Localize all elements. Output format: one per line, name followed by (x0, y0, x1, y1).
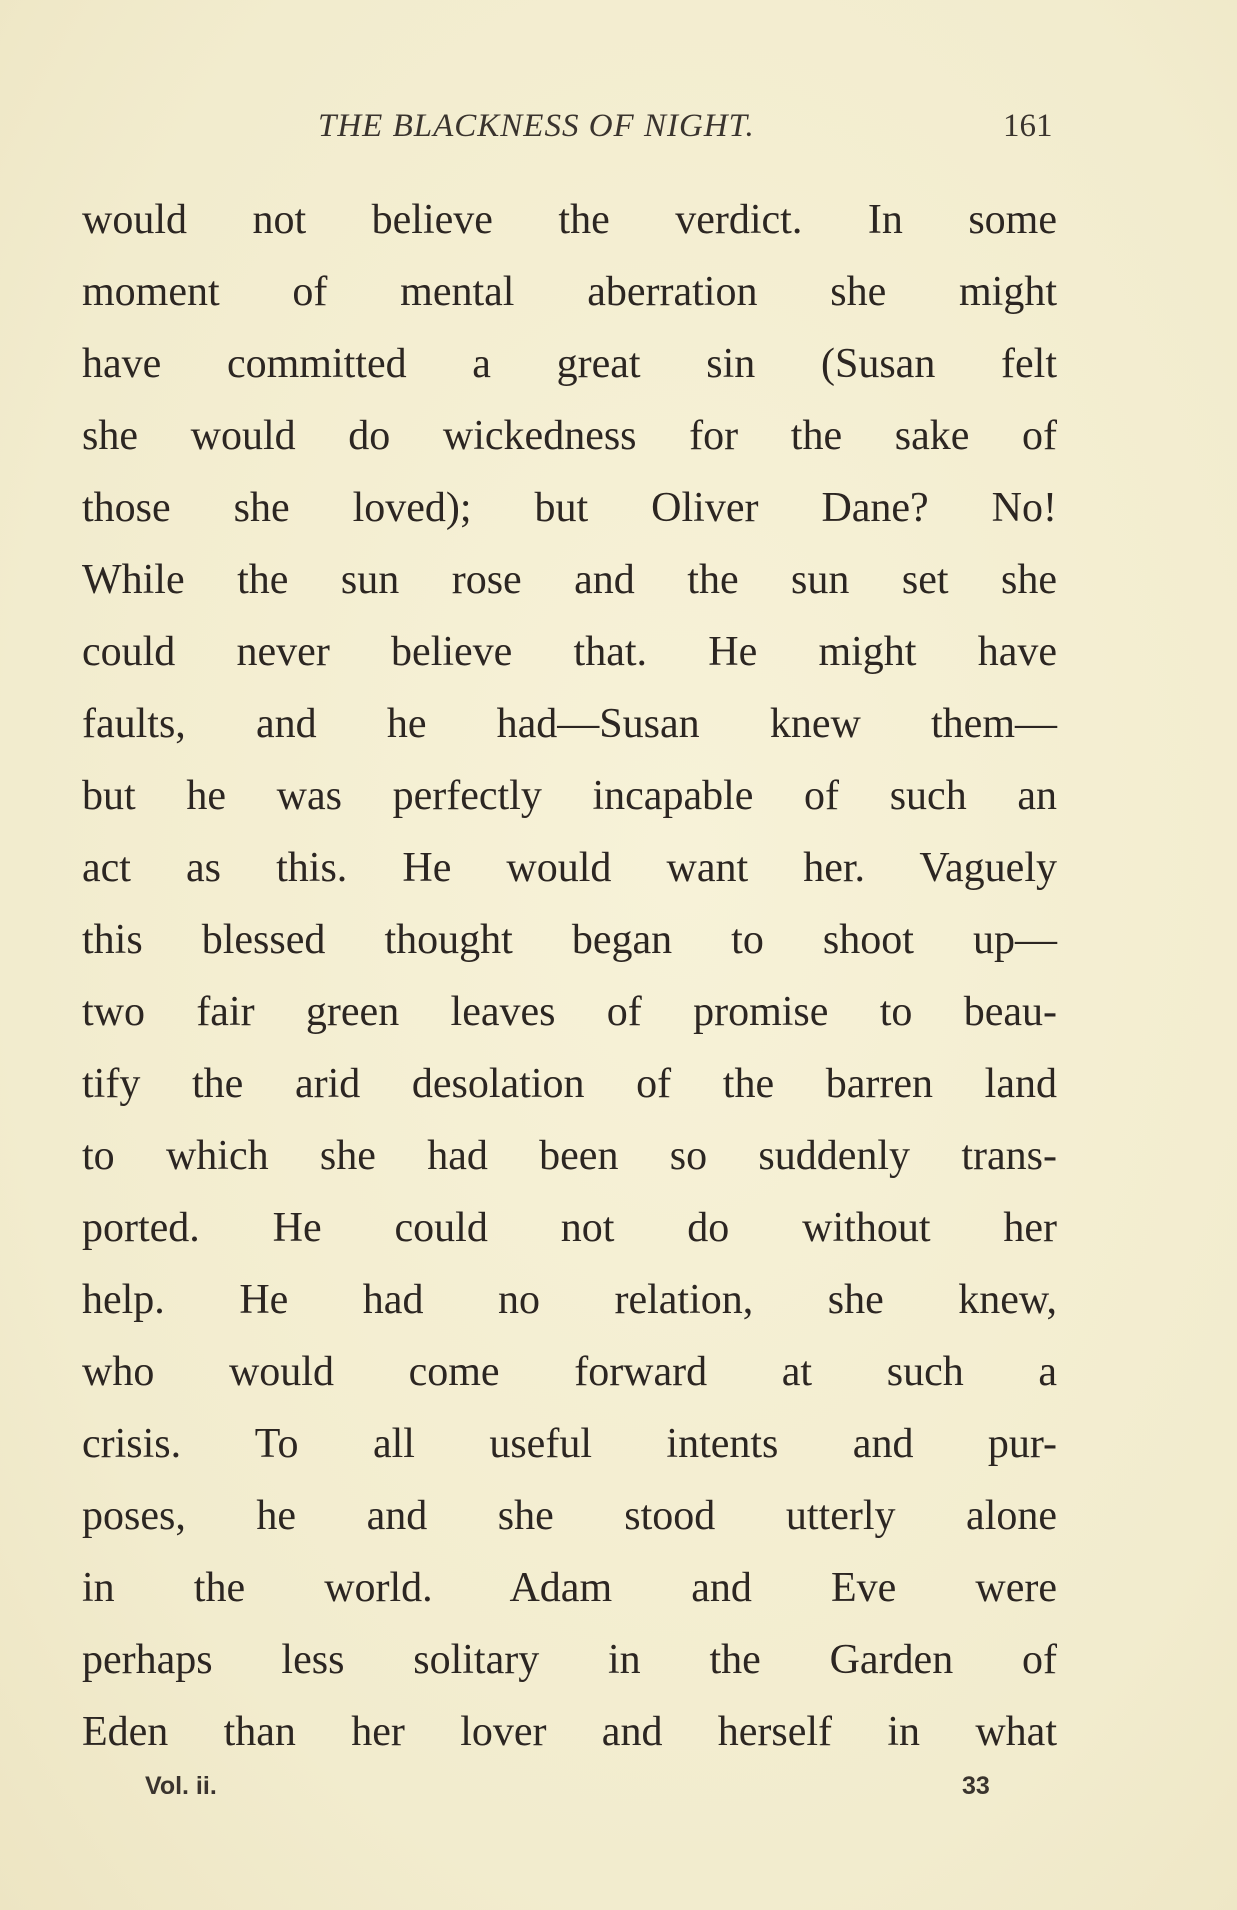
running-title: THE BLACKNESS OF NIGHT. (318, 108, 755, 144)
text-line: who would come forward at such a (82, 1349, 1057, 1395)
page-number: 161 (1003, 108, 1053, 144)
body-text (82, 190, 1057, 1774)
text-line: ported. He could not do without her (82, 1205, 1057, 1251)
signature-number: 33 (962, 1772, 990, 1800)
text-line: tify the arid desolation of the barren land (82, 1061, 1057, 1107)
text-line: those she loved); but Oliver Dane? No! (82, 485, 1057, 531)
text-line: While the sun rose and the sun set she (82, 557, 1057, 603)
text-line: faults, and he had—Susan knew them— (82, 701, 1057, 747)
text-line: to which she had been so suddenly trans- (82, 1133, 1057, 1179)
text-line: crisis. To all useful intents and pur- (82, 1421, 1057, 1467)
text-line: could never believe that. He might have (82, 629, 1057, 675)
text-line: help. He had no relation, she knew, (82, 1277, 1057, 1323)
text-line: she would do wickedness for the sake of (82, 413, 1057, 459)
text-line: this blessed thought began to shoot up— (82, 917, 1057, 963)
text-line: Eden than her lover and herself in what (82, 1709, 1057, 1755)
text-line: act as this. He would want her. Vaguely (82, 845, 1057, 891)
text-line: poses, he and she stood utterly alone (82, 1493, 1057, 1539)
page-footer (0, 1772, 1237, 1812)
volume-signature: Vol. ii. (145, 1772, 217, 1800)
text-line: have committed a great sin (Susan felt (82, 341, 1057, 387)
text-line: in the world. Adam and Eve were (82, 1565, 1057, 1611)
text-line: two fair green leaves of promise to beau- (82, 989, 1057, 1035)
text-line: perhaps less solitary in the Garden of (82, 1637, 1057, 1683)
text-line: moment of mental aberration she might (82, 269, 1057, 315)
running-head (0, 100, 1237, 150)
text-line: but he was perfectly incapable of such an (82, 773, 1057, 819)
text-line: would not believe the verdict. In some (82, 197, 1057, 243)
